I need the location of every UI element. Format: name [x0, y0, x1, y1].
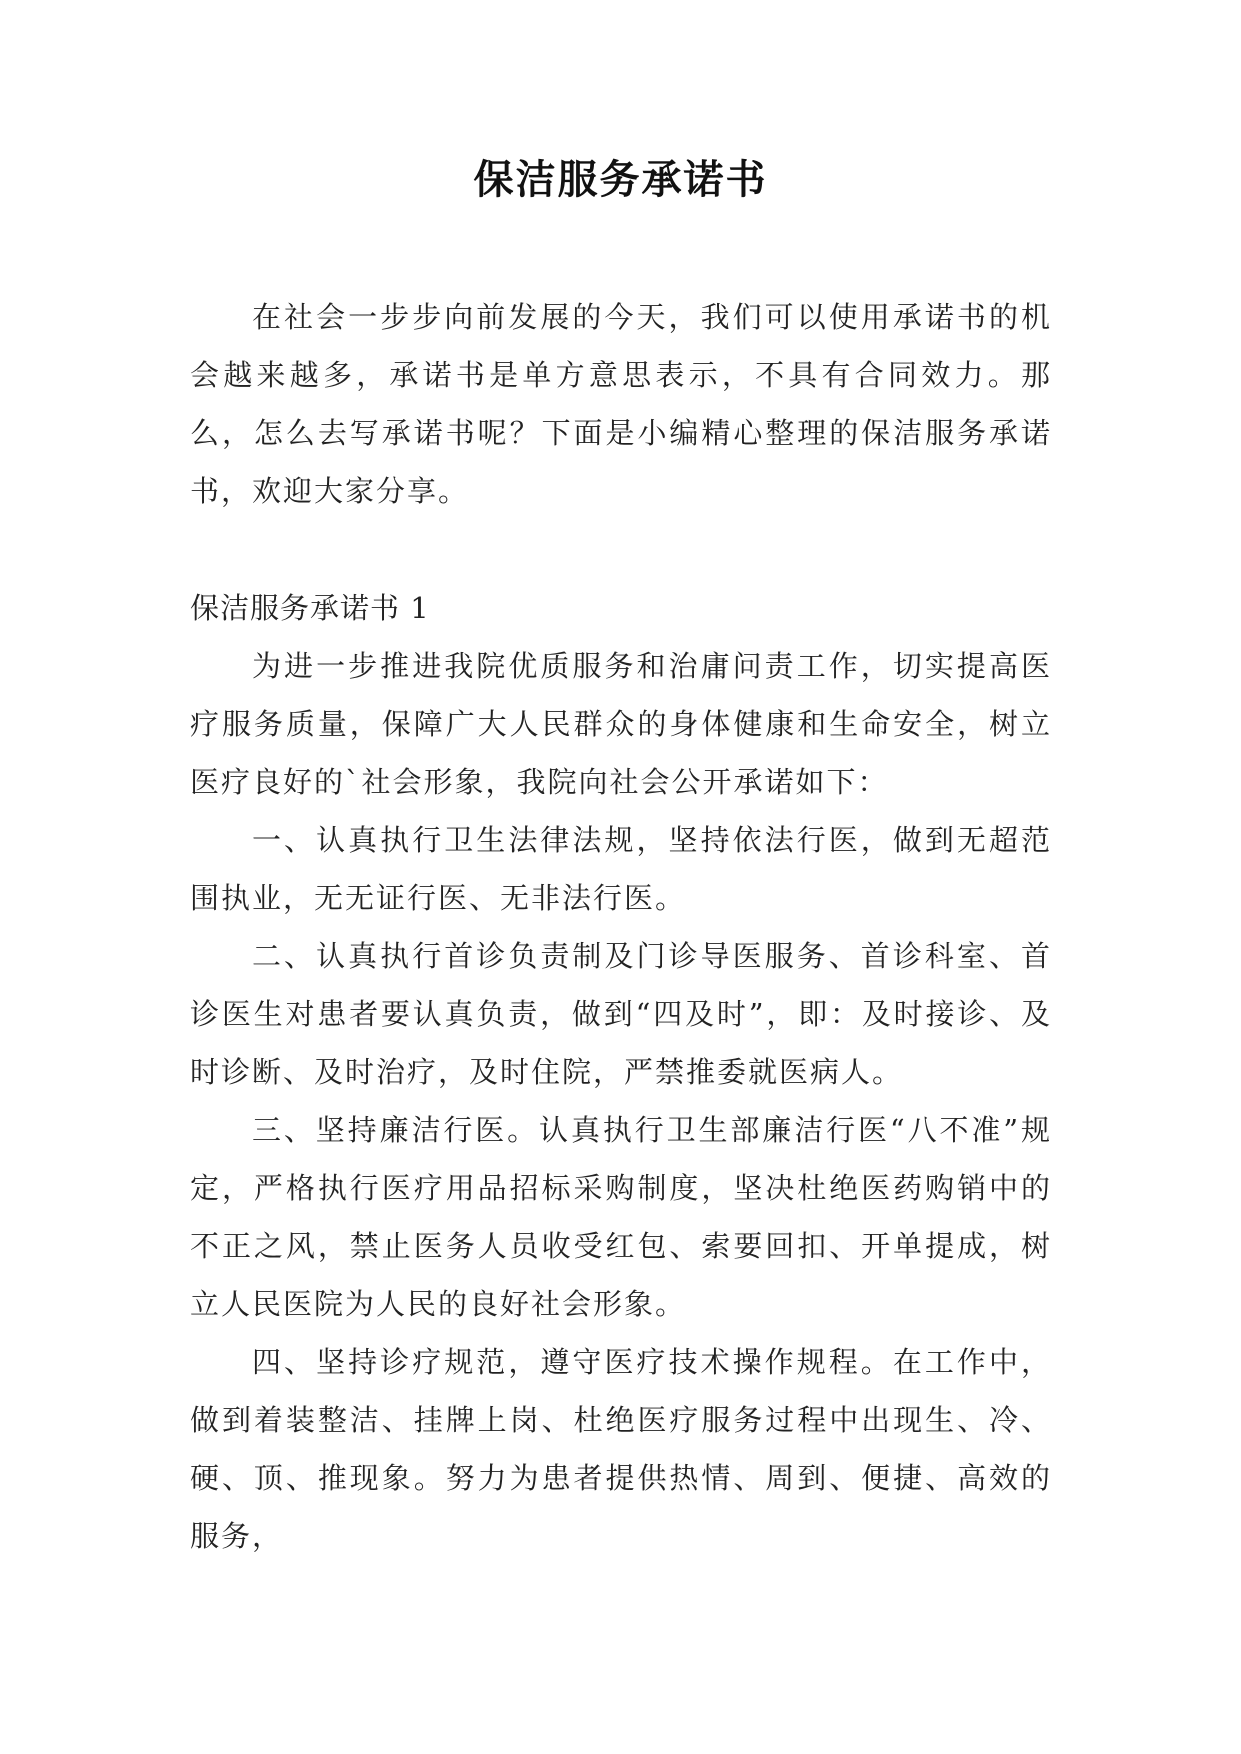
body-paragraph: 一、认真执行卫生法律法规，坚持依法行医，做到无超范围执业，无无证行医、无非法行医。: [190, 823, 1052, 915]
section-heading: 保洁服务承诺书 1: [190, 591, 430, 625]
document-body: [190, 288, 1052, 1565]
body-paragraph: 四、坚持诊疗规范，遵守医疗技术操作规程。在工作中，做到着装整洁、挂牌上岗、杜绝医疗服务过程中出现生、冷、硬、顶、推现象。努力为患者提供热情、周到、便捷、高效的服务，: [190, 1345, 1052, 1553]
intro-paragraph: 在社会一步步向前发展的今天，我们可以使用承诺书的机会越来越多，承诺书是单方意思表示，不具有合同效力。那么，怎么去写承诺书呢？下面是小编精心整理的保洁服务承诺书，欢迎大家分享。: [190, 300, 1052, 508]
document-title: 保洁服务承诺书: [473, 157, 768, 203]
body-paragraph: 为进一步推进我院优质服务和治庸问责工作，切实提高医疗服务质量，保障广大人民群众的身体健康和生命安全，树立医疗良好的`社会形象，我院向社会公开承诺如下：: [190, 649, 1052, 799]
body-paragraph: 二、认真执行首诊负责制及门诊导医服务、首诊科室、首诊医生对患者要认真负责，做到“四及时”，即：及时接诊、及时诊断、及时治疗，及时住院，严禁推委就医病人。: [190, 939, 1052, 1089]
body-paragraph: 三、坚持廉洁行医。认真执行卫生部廉洁行医“八不准”规定，严格执行医疗用品招标采购制度，坚决杜绝医药购销中的不正之风，禁止医务人员收受红包、索要回扣、开单提成，树立人民医院为人民的良好社会形象。: [190, 1113, 1052, 1321]
